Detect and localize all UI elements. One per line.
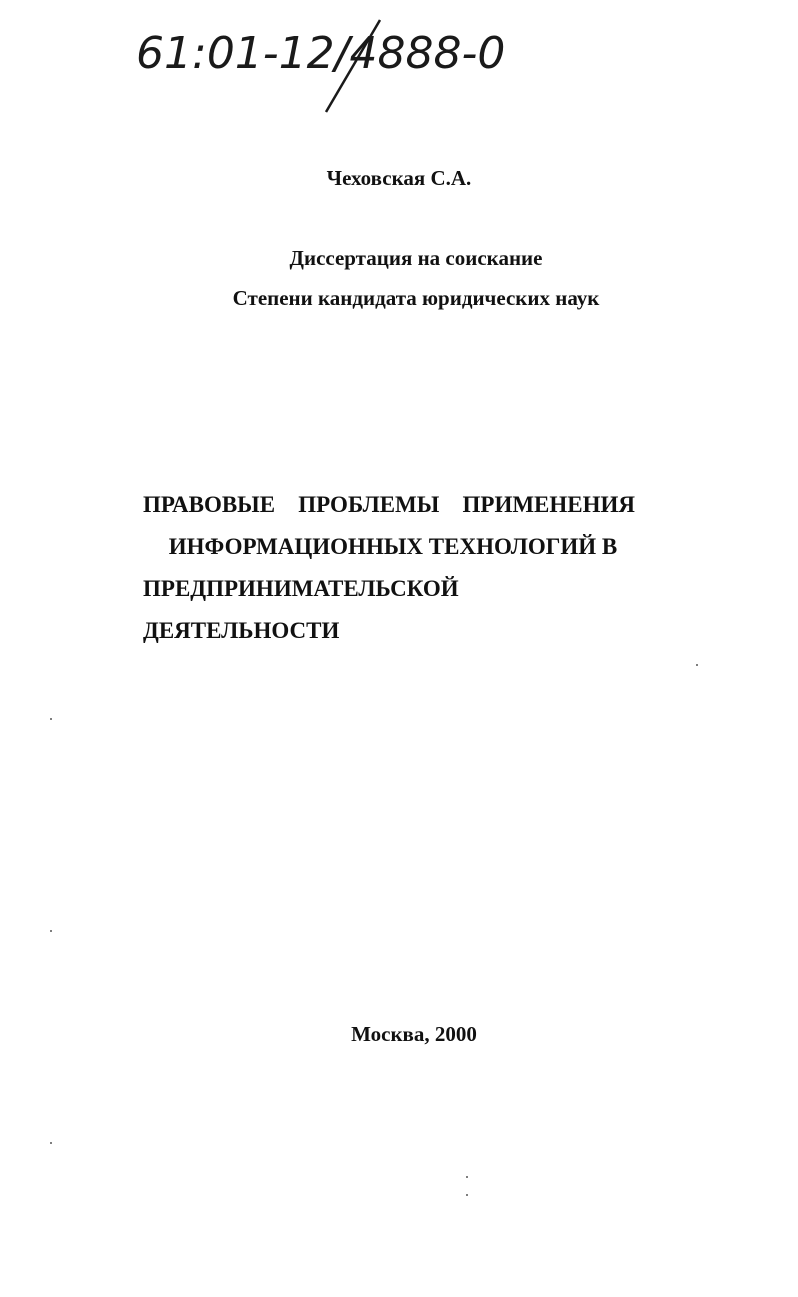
handwritten-catalog-code [130, 16, 550, 116]
title-line-1 [143, 484, 635, 526]
scan-speck [50, 718, 52, 720]
degree-line-2: Степени кандидата юридических наук [232, 286, 600, 310]
scan-speck [50, 930, 52, 932]
title-word: ПРАВОВЫЕ [143, 492, 276, 517]
handwritten-code-drawing [130, 16, 550, 116]
scan-speck [50, 1142, 52, 1144]
handwritten-code-text: 61:01-12/4888-0 [136, 28, 506, 79]
title-word: ПРОБЛЕМЫ [298, 492, 440, 517]
place-and-year: Москва, 2000 [351, 1022, 477, 1046]
author-name: Чеховская С.А. [326, 166, 472, 190]
scan-speck [466, 1176, 468, 1178]
title-line-2: ИНФОРМАЦИОННЫХ ТЕХНОЛОГИЙ В [168, 534, 618, 559]
scan-speck [696, 664, 698, 666]
dissertation-title [143, 484, 643, 652]
scan-speck [466, 1194, 468, 1196]
degree-line-1: Диссертация на соискание [289, 246, 543, 270]
title-line-3: ПРЕДПРИНИМАТЕЛЬСКОЙ ДЕЯТЕЛЬНОСТИ [143, 576, 459, 643]
title-word: ПРИМЕНЕНИЯ [462, 492, 635, 517]
